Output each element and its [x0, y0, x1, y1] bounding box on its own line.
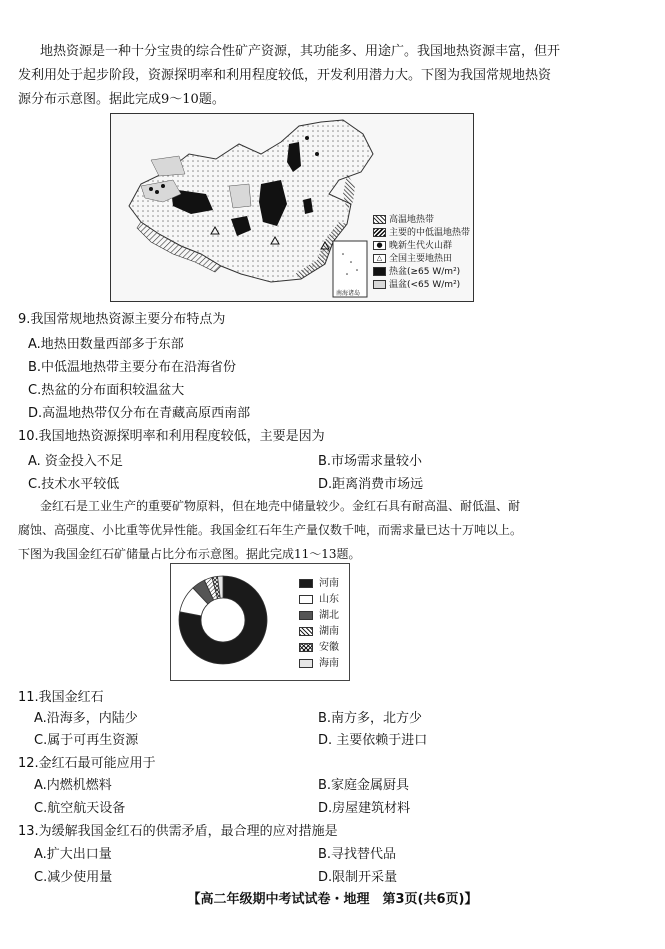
- chart-legend: [299, 574, 349, 674]
- q10-option-c[interactable]: C.技术水平较低: [28, 477, 120, 492]
- q10-option-a[interactable]: A. 资金投入不足: [28, 454, 123, 469]
- legend-label: 湖南: [319, 626, 339, 637]
- legend-label: 晚新生代火山群: [389, 241, 453, 251]
- question-9-stem: 9.我国常规地热资源主要分布特点为: [18, 312, 226, 327]
- intro-line: 腐蚀、高强度、小比重等优异性能。我国金红石年生产量仅数千吨，而需求量已达十万吨以上。: [18, 523, 523, 537]
- legend-label: 热盆(≥65 W/m²): [389, 267, 461, 277]
- legend-item: [373, 238, 452, 251]
- legend-item: [299, 590, 339, 605]
- legend-item: [373, 251, 452, 264]
- question-12-stem: 12.金红石最可能应用于: [18, 756, 156, 771]
- intro-line: 地热资源是一种十分宝贵的综合性矿产资源，其功能多、用途广。我国地热资源丰富，但开: [40, 44, 561, 59]
- legend-label: 安徽: [319, 642, 339, 653]
- q9-option-c[interactable]: C.热盆的分布面积较温盆大: [28, 383, 185, 398]
- light-gray-icon: [373, 280, 386, 289]
- q13-option-b[interactable]: B.寻找替代品: [318, 847, 397, 862]
- legend-item: [373, 277, 460, 290]
- legend-label: 海南: [319, 658, 339, 669]
- legend-label: 河南: [319, 578, 339, 589]
- legend-label: 高温地热带: [389, 215, 435, 225]
- map-legend: [373, 212, 473, 300]
- q9-option-b[interactable]: B.中低温地热带主要分布在沿海省份: [28, 360, 237, 375]
- legend-label: 湖北: [319, 610, 339, 621]
- south-sea-inset: [333, 241, 367, 297]
- swatch-icon: [299, 643, 313, 652]
- swatch-icon: [299, 611, 313, 620]
- geothermal-map-figure: [110, 113, 474, 302]
- q9-option-a[interactable]: A.地热田数量西部多于东部: [28, 337, 184, 352]
- q9-option-d[interactable]: D.高温地热带仅分布在青藏高原西南部: [28, 406, 251, 421]
- intro-line: 下图为我国金红石矿储量占比分布示意图。据此完成11～13题。: [18, 547, 361, 561]
- inset-label: 南海诸岛: [336, 290, 361, 297]
- legend-item: [299, 622, 339, 637]
- legend-label: 温盆(<65 W/m²): [389, 280, 461, 290]
- q12-option-d[interactable]: D.房屋建筑材料: [318, 801, 411, 816]
- q10-option-d[interactable]: D.距离消费市场远: [318, 477, 424, 492]
- q12-option-c[interactable]: C.航空航天设备: [34, 801, 126, 816]
- q11-option-a[interactable]: A.沿海多，内陆少: [34, 711, 138, 726]
- q13-option-a[interactable]: A.扩大出口量: [34, 847, 112, 862]
- q11-option-c[interactable]: C.属于可再生资源: [34, 733, 139, 748]
- swatch-icon: [299, 595, 313, 604]
- intro-paragraph-rutile: [18, 494, 648, 566]
- intro-line: 源分布示意图。据此完成9～10题。: [18, 92, 225, 107]
- legend-label: 全国主要地热田: [389, 254, 453, 264]
- legend-label: 山东: [319, 594, 339, 605]
- donut-hole: [201, 598, 245, 642]
- dot-star-icon: ●: [373, 241, 386, 250]
- q10-option-b[interactable]: B.市场需求量较小: [318, 454, 423, 469]
- q13-option-d[interactable]: D.限制开采量: [318, 870, 398, 885]
- legend-item: [299, 654, 339, 669]
- legend-item: [373, 225, 470, 238]
- warm-basin-junggar: [151, 156, 185, 176]
- swatch-icon: [299, 579, 313, 588]
- legend-item: [373, 264, 460, 277]
- swatch-icon: [299, 627, 313, 636]
- swatch-icon: [299, 659, 313, 668]
- intro-paragraph-geothermal: [18, 40, 648, 112]
- hatch-dense-icon: [373, 228, 386, 237]
- rutile-donut-chart: [173, 570, 273, 670]
- triangle-icon: △: [373, 254, 386, 263]
- warm-basin-ordos: [229, 184, 251, 208]
- solid-black-icon: [373, 267, 386, 276]
- legend-item: [299, 638, 339, 653]
- q12-option-b[interactable]: B.家庭金属厨具: [318, 778, 410, 793]
- legend-item: [299, 606, 339, 621]
- q12-option-a[interactable]: A.内燃机燃料: [34, 778, 112, 793]
- legend-label: 主要的中低温地热带: [389, 228, 471, 238]
- q11-option-d[interactable]: D. 主要依赖于进口: [318, 733, 428, 748]
- legend-item: [373, 212, 434, 225]
- intro-line: 发利用处于起步阶段，资源探明率和利用程度较低，开发利用潜力大。下图为我国常规地热资: [18, 68, 552, 83]
- q13-option-c[interactable]: C.减少使用量: [34, 870, 113, 885]
- legend-item: [299, 574, 339, 589]
- page-footer: 【高二年级期中考试试卷・地理 第3页(共6页)】: [187, 892, 478, 907]
- q11-option-b[interactable]: B.南方多，北方少: [318, 711, 423, 726]
- question-10-stem: 10.我国地热资源探明率和利用程度较低，主要是因为: [18, 429, 325, 444]
- question-13-stem: 13.为缓解我国金红石的供需矛盾，最合理的应对措施是: [18, 824, 338, 839]
- intro-line: 金红石是工业生产的重要矿物原料，但在地壳中储量较少。金红石具有耐高温、耐低温、耐: [40, 499, 521, 513]
- question-11-stem: 11.我国金红石: [18, 690, 104, 705]
- rutile-chart-figure: [170, 563, 350, 681]
- hatch-diagonal-icon: [373, 215, 386, 224]
